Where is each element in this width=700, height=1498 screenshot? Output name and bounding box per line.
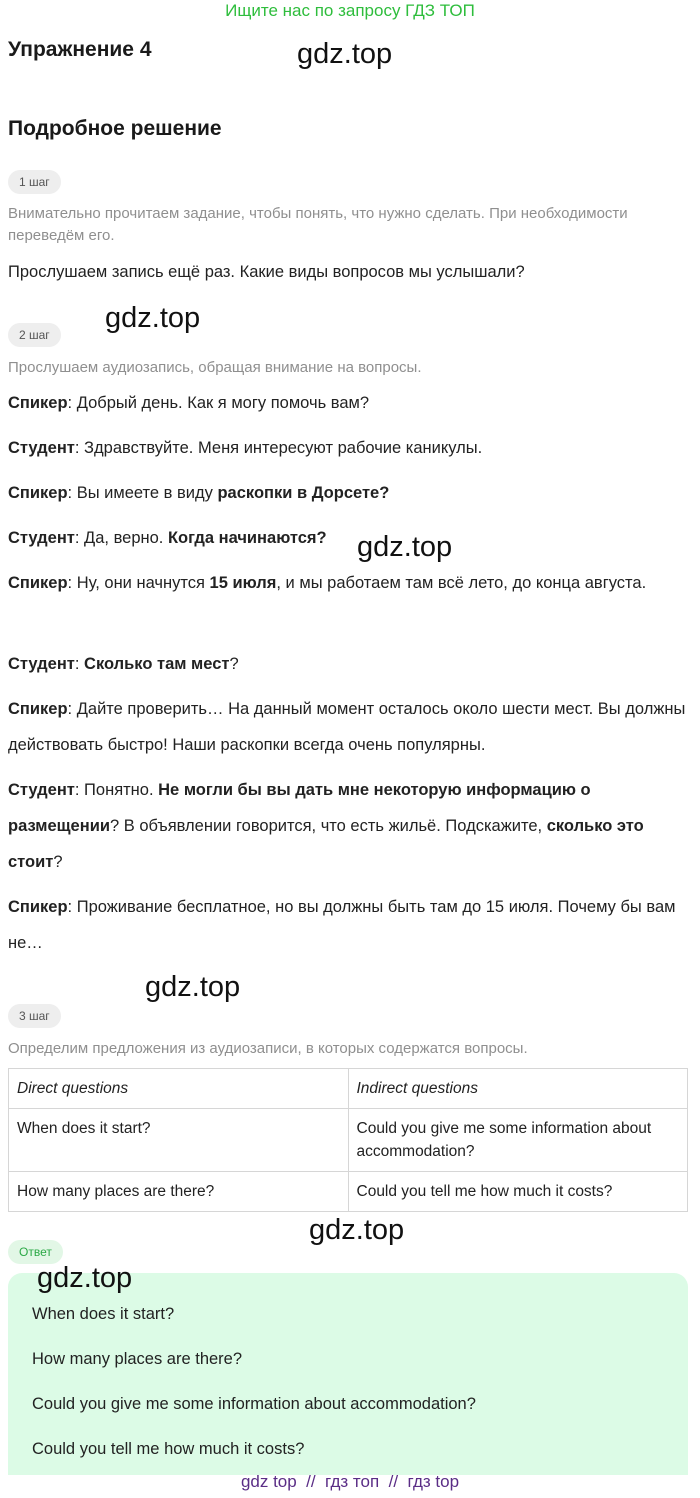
step-badge: 1 шаг	[8, 170, 61, 194]
table-cell: When does it start?	[9, 1109, 349, 1172]
step-text: Прослушаем запись ещё раз. Какие виды вопросов мы услышали?	[8, 263, 525, 281]
answer-line: Could you give me some information about accommodation?	[32, 1395, 476, 1413]
watermark: gdz.top	[297, 38, 393, 70]
step-hint: Внимательно прочитаем задание, чтобы понять, что нужно сделать. При необходимости переведём его.	[8, 205, 628, 244]
table-row	[9, 1172, 688, 1212]
watermark: gdz.top	[309, 1214, 405, 1246]
table-header-cell: Direct questions	[9, 1069, 349, 1109]
dialogue-line: Спикер: Дайте проверить… На данный момент осталось около шести мест. Вы должны действовать быстро! Наши раскопки всегда очень популярны.	[8, 700, 686, 754]
step-badge: 2 шаг	[8, 323, 61, 347]
answer-line: How many places are there?	[32, 1350, 243, 1368]
answer-badge: Ответ	[8, 1240, 63, 1264]
footer-links[interactable]: gdz top // гдз топ // гдз top	[240, 1472, 460, 1491]
step-badge: 3 шаг	[8, 1004, 61, 1028]
watermark: gdz.top	[357, 531, 453, 563]
dialogue-line: Спикер: Проживание бесплатное, но вы должны быть там до 15 июля. Почему бы вам не…	[8, 898, 676, 952]
dialogue-line: Студент: Да, верно. Когда начинаются?	[8, 529, 327, 547]
questions-table	[8, 1068, 688, 1212]
table-cell: How many places are there?	[9, 1172, 349, 1212]
step-hint: Определим предложения из аудиозаписи, в которых содержатся вопросы.	[8, 1040, 528, 1057]
watermark: gdz.top	[145, 971, 241, 1003]
table-header-row	[9, 1069, 688, 1109]
dialogue-line: Студент: Понятно. Не могли бы вы дать мне некоторую информацию о размещении? В объявлении говорится, что есть жильё. Подскажите, сколько это стоит?	[8, 781, 644, 871]
step-hint: Прослушаем аудиозапись, обращая внимание на вопросы.	[8, 359, 422, 376]
dialogue-line: Студент: Здравствуйте. Меня интересуют рабочие каникулы.	[8, 439, 483, 457]
table-row	[9, 1109, 688, 1172]
dialogue-line: Спикер: Ну, они начнутся 15 июля, и мы работаем там всё лето, до конца августа.	[8, 574, 647, 592]
watermark: gdz.top	[105, 302, 201, 334]
dialogue-line: Спикер: Вы имеете в виду раскопки в Дорсете?	[8, 484, 390, 502]
table-cell: Could you tell me how much it costs?	[348, 1172, 688, 1212]
search-banner: Ищите нас по запросу ГДЗ ТОП	[225, 1, 475, 20]
watermark: gdz.top	[37, 1262, 133, 1294]
table-cell: Could you give me some information about accommodation?	[348, 1109, 688, 1172]
table-header-cell: Indirect questions	[348, 1069, 688, 1109]
section-title: Подробное решение	[8, 117, 222, 140]
answer-line: Could you tell me how much it costs?	[32, 1440, 305, 1458]
dialogue-line: Спикер: Добрый день. Как я могу помочь вам?	[8, 394, 370, 412]
answer-line: When does it start?	[32, 1305, 175, 1323]
dialogue-line: Студент: Сколько там мест?	[8, 655, 239, 673]
exercise-title: Упражнение 4	[8, 38, 152, 61]
